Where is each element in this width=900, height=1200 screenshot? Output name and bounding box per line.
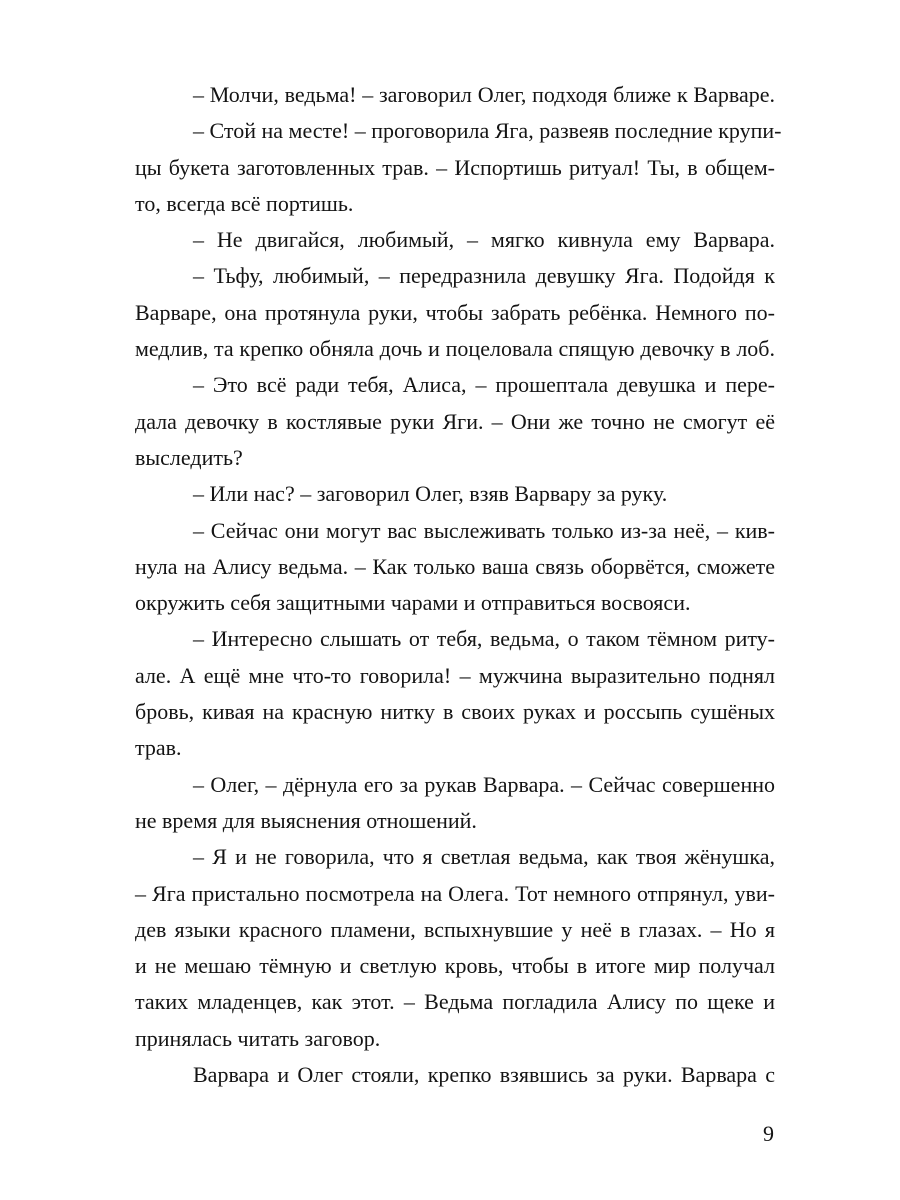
text-line: – Не двигайся, любимый, – мягко кивнула ему Варвара. — [193, 227, 775, 253]
text-line: – Тьфу, любимый, – передразнила девушку Яга. Подойдя к — [193, 263, 775, 289]
text-line: – Я и не говорила, что я светлая ведьма, как твоя жёнушка, — [193, 844, 775, 870]
text-line: таких младенцев, как этот. – Ведьма погладила Алису по щеке и — [135, 989, 775, 1015]
text-line: але. А ещё мне что-то говорила! – мужчина выразительно поднял — [135, 662, 775, 688]
text-line: – Стой на месте! – проговорила Яга, развеяв последние крупи- — [193, 118, 782, 144]
text-line: цы букета заготовленных трав. – Испортишь ритуал! Ты, в общем- — [135, 154, 775, 180]
text-line: – Яга пристально посмотрела на Олега. Тот немного отпрянул, уви- — [135, 880, 775, 906]
text-line: и не мешаю тёмную и светлую кровь, чтобы в итоге мир получал — [135, 953, 775, 979]
text-line: – Это всё ради тебя, Алиса, – прошептала девушка и пере- — [193, 372, 775, 398]
text-line: Варваре, она протянула руки, чтобы забрать ребёнка. Немного по- — [135, 299, 775, 325]
text-line: – Интересно слышать от тебя, ведьма, о таком тёмном риту- — [193, 626, 775, 652]
text-line: принялась читать заговор. — [135, 1025, 381, 1051]
text-line: не время для выяснения отношений. — [135, 807, 477, 833]
text-line: медлив, та крепко обняла дочь и поцеловала спящую девочку в лоб. — [135, 336, 775, 362]
text-line: дев языки красного пламени, вспыхнувшие у неё в глазах. – Но я — [135, 916, 775, 942]
text-line: нула на Алису ведьма. – Как только ваша связь оборвётся, сможете — [135, 553, 775, 579]
text-line: выследить? — [135, 444, 243, 470]
text-line: бровь, кивая на красную нитку в своих руках и россыпь сушёных — [135, 699, 775, 725]
page-text — [135, 77, 782, 1093]
text-line: – Олег, – дёрнула его за рукав Варвара. – Сейчас совершенно — [193, 771, 775, 797]
page-number: 9 — [763, 1121, 774, 1146]
text-line: – Молчи, ведьма! – заговорил Олег, подходя ближе к Варваре. — [193, 82, 775, 107]
text-line: то, всегда всё портишь. — [135, 190, 354, 216]
text-line: трав. — [135, 735, 182, 761]
text-line: окружить себя защитными чарами и отправиться восвояси. — [135, 590, 691, 616]
text-line: дала девочку в костлявые руки Яги. – Они же точно не смогут её — [135, 408, 775, 434]
text-line: Варвара и Олег стояли, крепко взявшись за руки. Варвара с — [193, 1062, 775, 1088]
text-line: – Или нас? – заговорил Олег, взяв Варвару за руку. — [193, 481, 668, 507]
text-line: – Сейчас они могут вас выслеживать только из-за неё, – кив- — [193, 517, 775, 543]
